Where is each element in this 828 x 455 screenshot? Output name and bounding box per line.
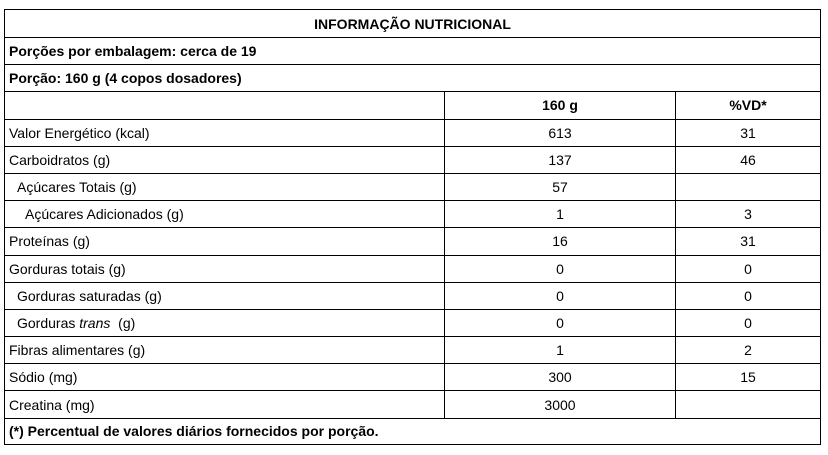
- nutrient-label: Açúcares Adicionados (g): [5, 201, 445, 228]
- table-row: [5, 146, 821, 173]
- table-row: [5, 201, 821, 228]
- nutrient-label: Sódio (mg): [5, 364, 445, 391]
- nutrient-label: Açúcares Totais (g): [5, 173, 445, 200]
- nutrient-amount: 300: [445, 364, 676, 391]
- title-row: [5, 10, 821, 38]
- nutrient-amount: 1: [445, 337, 676, 364]
- nutrient-label-suffix: (g): [110, 314, 136, 331]
- nutrient-label: Gorduras totais (g): [5, 255, 445, 282]
- column-header-row: [5, 92, 821, 119]
- nutrient-dv: 15: [676, 364, 821, 391]
- table-row: [5, 255, 821, 282]
- nutrient-dv: 0: [676, 255, 821, 282]
- nutrient-label: Creatina (mg): [5, 391, 445, 418]
- table-row: [5, 228, 821, 255]
- table-row: [5, 119, 821, 146]
- nutrient-label: [5, 309, 445, 336]
- nutrient-dv: 31: [676, 119, 821, 146]
- nutrient-dv: 0: [676, 309, 821, 336]
- nutrient-dv: [676, 173, 821, 200]
- nutrient-dv: 31: [676, 228, 821, 255]
- servings-per-package: Porções por embalagem: cerca de 19: [5, 38, 821, 65]
- table-row: [5, 173, 821, 200]
- nutrition-facts-table: [4, 9, 821, 445]
- nutrient-dv: 0: [676, 282, 821, 309]
- nutrient-amount: 3000: [445, 391, 676, 418]
- nutrient-label: Gorduras saturadas (g): [5, 282, 445, 309]
- nutrient-label: Valor Energético (kcal): [5, 119, 445, 146]
- nutrient-amount: 1: [445, 201, 676, 228]
- footnote-row: [5, 418, 821, 444]
- nutrient-label: Proteínas (g): [5, 228, 445, 255]
- nutrient-dv: 2: [676, 337, 821, 364]
- nutrient-amount: 0: [445, 255, 676, 282]
- nutrient-amount: 57: [445, 173, 676, 200]
- nutrient-label: Fibras alimentares (g): [5, 337, 445, 364]
- nutrient-dv: [676, 391, 821, 418]
- servings-row: [5, 38, 821, 65]
- table-row: [5, 309, 821, 336]
- serving-size-row: [5, 65, 821, 92]
- nutrient-label-italic: trans: [79, 314, 111, 331]
- table-row: [5, 337, 821, 364]
- nutrient-amount: 0: [445, 282, 676, 309]
- table-row: [5, 282, 821, 309]
- nutrient-amount: 613: [445, 119, 676, 146]
- nutrient-label: Carboidratos (g): [5, 146, 445, 173]
- nutrient-label-prefix: Gorduras: [17, 314, 80, 331]
- nutrient-dv: 3: [676, 201, 821, 228]
- nutrient-amount: 0: [445, 309, 676, 336]
- serving-size: Porção: 160 g (4 copos dosadores): [5, 65, 821, 92]
- table-row: [5, 364, 821, 391]
- table-title: INFORMAÇÃO NUTRICIONAL: [5, 10, 821, 38]
- header-amount: 160 g: [445, 92, 676, 119]
- nutrient-amount: 16: [445, 228, 676, 255]
- nutrient-amount: 137: [445, 146, 676, 173]
- nutrient-dv: 46: [676, 146, 821, 173]
- header-empty-cell: [5, 92, 445, 119]
- header-dv: %VD*: [676, 92, 821, 119]
- footnote: (*) Percentual de valores diários fornecidos por porção.: [5, 418, 821, 444]
- table-row: [5, 391, 821, 418]
